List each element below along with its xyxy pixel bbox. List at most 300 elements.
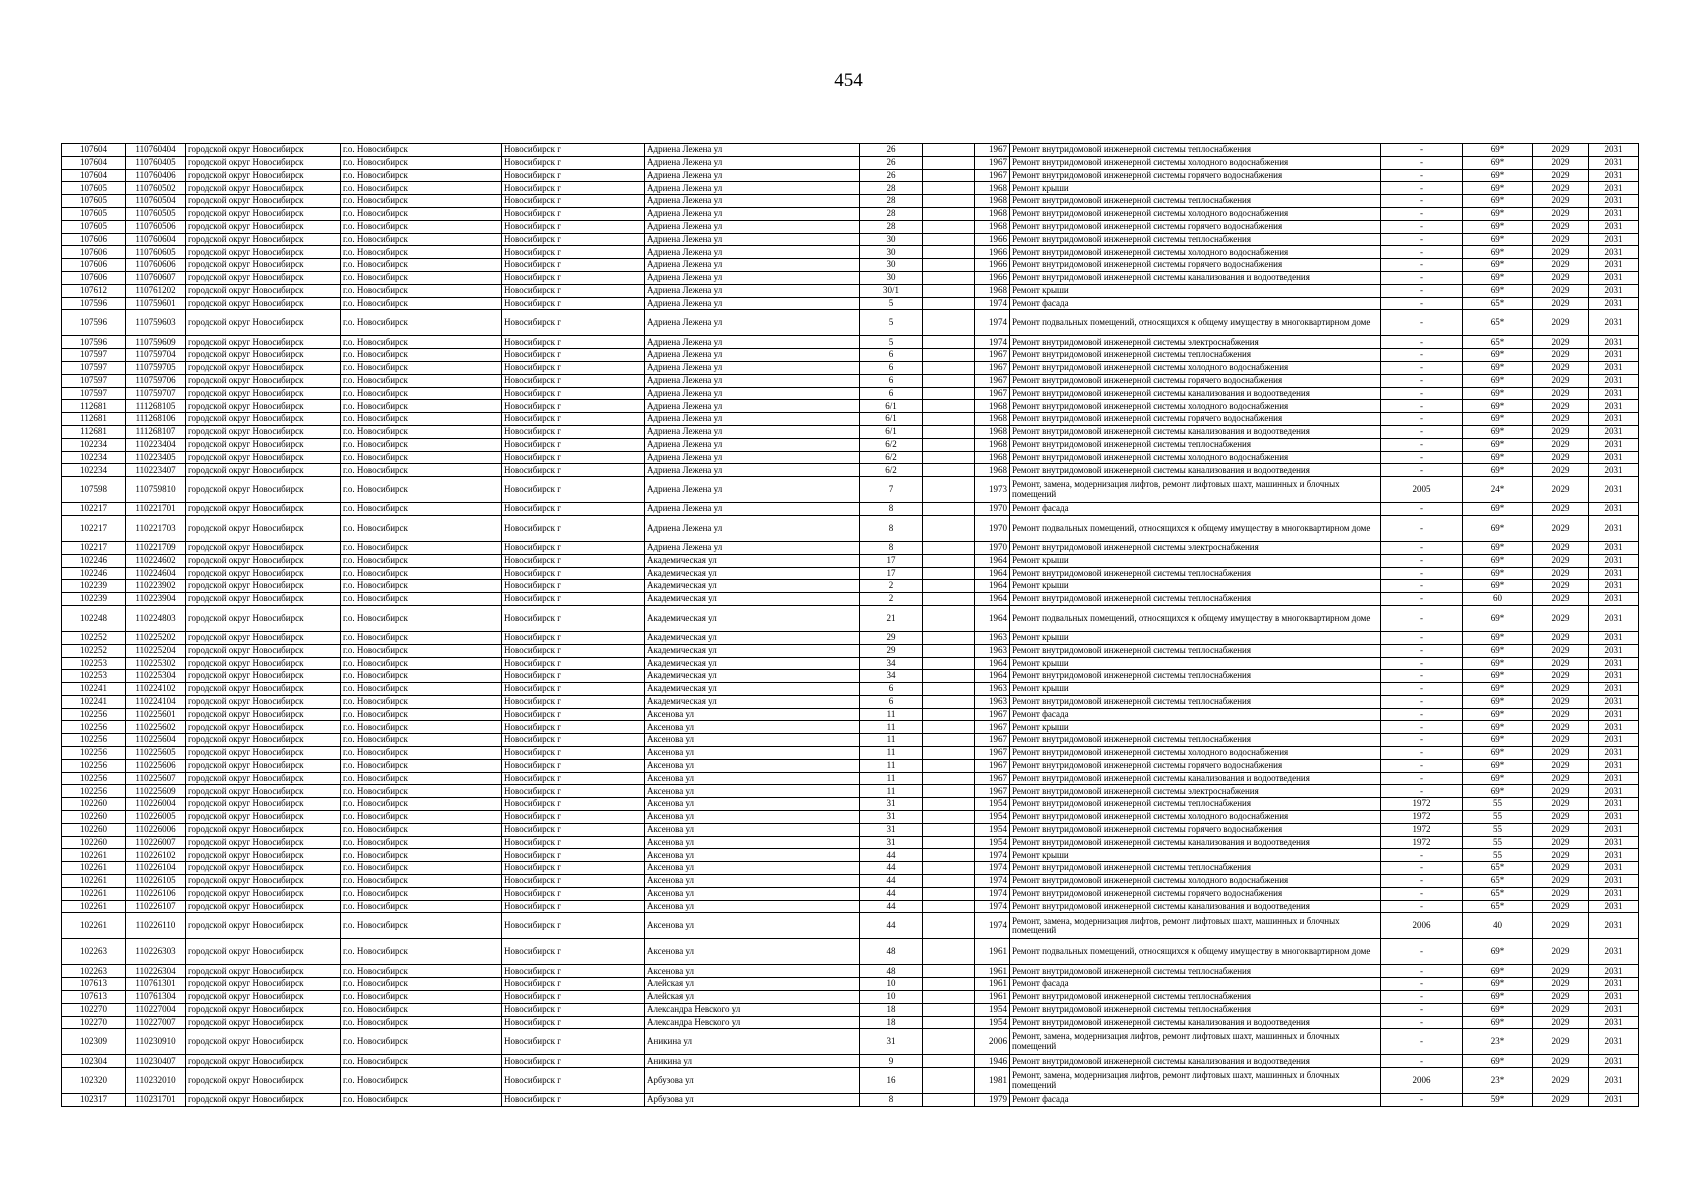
settlement-cell: Новосибирск г [502,246,645,259]
house-id-cell: 102270 [62,1016,126,1029]
wear-percent-cell: 55 [1463,811,1533,824]
street-cell: Аксенова ул [645,734,860,747]
street-cell: Аксенова ул [645,785,860,798]
record-id-cell: 110225601 [126,708,186,721]
urban-district-cell: г.о. Новосибирск [341,567,502,580]
municipality-cell: городской округ Новосибирск [186,438,341,451]
building-cell [923,169,975,182]
municipality-cell: городской округ Новосибирск [186,695,341,708]
urban-district-cell: г.о. Новосибирск [341,900,502,913]
plan-end-cell: 2031 [1589,400,1639,413]
last-repair-year-cell: - [1381,220,1463,233]
record-id-cell: 110223407 [126,464,186,477]
last-repair-year-cell: - [1381,785,1463,798]
record-id-cell: 110760506 [126,220,186,233]
house-id-cell: 102239 [62,593,126,606]
build-year-cell: 1964 [975,593,1010,606]
urban-district-cell: г.о. Новосибирск [341,503,502,516]
build-year-cell: 1968 [975,207,1010,220]
municipality-cell: городской округ Новосибирск [186,336,341,349]
plan-end-cell: 2031 [1589,438,1639,451]
house-id-cell: 112681 [62,400,126,413]
work-type-cell: Ремонт внутридомовой инженерной системы холодного водоснабжения [1010,246,1381,259]
street-cell: Аксенова ул [645,721,860,734]
plan-end-cell: 2031 [1589,1094,1639,1107]
build-year-cell: 1967 [975,747,1010,760]
building-cell [923,1094,975,1107]
last-repair-year-cell: - [1381,349,1463,362]
last-repair-year-cell: - [1381,207,1463,220]
plan-end-cell: 2031 [1589,349,1639,362]
last-repair-year-cell: - [1381,580,1463,593]
municipality-cell: городской округ Новосибирск [186,823,341,836]
plan-start-cell: 2029 [1533,156,1589,169]
plan-start-cell: 2029 [1533,515,1589,541]
house-id-cell: 102252 [62,644,126,657]
table-row [62,965,1639,978]
house-id-cell: 102248 [62,605,126,631]
wear-percent-cell: 65* [1463,862,1533,875]
plan-start-cell: 2029 [1533,310,1589,336]
house-number-cell: 48 [860,965,923,978]
plan-start-cell: 2029 [1533,657,1589,670]
plan-end-cell: 2031 [1589,246,1639,259]
wear-percent-cell: 69* [1463,991,1533,1004]
house-id-cell: 107613 [62,991,126,1004]
street-cell: Аксенова ул [645,708,860,721]
settlement-cell: Новосибирск г [502,220,645,233]
plan-start-cell: 2029 [1533,1094,1589,1107]
plan-start-cell: 2029 [1533,182,1589,195]
building-cell [923,156,975,169]
street-cell: Аксенова ул [645,887,860,900]
plan-end-cell: 2031 [1589,1029,1639,1055]
work-type-cell: Ремонт фасада [1010,1094,1381,1107]
plan-start-cell: 2029 [1533,965,1589,978]
house-number-cell: 6/1 [860,425,923,438]
last-repair-year-cell: - [1381,567,1463,580]
build-year-cell: 1968 [975,284,1010,297]
plan-end-cell: 2031 [1589,644,1639,657]
table-row [62,400,1639,413]
plan-start-cell: 2029 [1533,1003,1589,1016]
house-number-cell: 26 [860,144,923,157]
plan-start-cell: 2029 [1533,887,1589,900]
settlement-cell: Новосибирск г [502,284,645,297]
building-cell [923,310,975,336]
plan-start-cell: 2029 [1533,785,1589,798]
record-id-cell: 110760607 [126,271,186,284]
street-cell: Аксенова ул [645,939,860,965]
street-cell: Адриена Лежена ул [645,438,860,451]
record-id-cell: 110223902 [126,580,186,593]
build-year-cell: 1954 [975,811,1010,824]
build-year-cell: 1964 [975,605,1010,631]
build-year-cell: 1954 [975,836,1010,849]
wear-percent-cell: 69* [1463,220,1533,233]
table-row [62,836,1639,849]
settlement-cell: Новосибирск г [502,169,645,182]
building-cell [923,747,975,760]
urban-district-cell: г.о. Новосибирск [341,978,502,991]
plan-end-cell: 2031 [1589,823,1639,836]
table-row [62,156,1639,169]
work-type-cell: Ремонт внутридомовой инженерной системы горячего водоснабжения [1010,759,1381,772]
wear-percent-cell: 69* [1463,657,1533,670]
house-number-cell: 44 [860,900,923,913]
wear-percent-cell: 69* [1463,580,1533,593]
building-cell [923,875,975,888]
municipality-cell: городской округ Новосибирск [186,554,341,567]
build-year-cell: 1974 [975,900,1010,913]
municipality-cell: городской округ Новосибирск [186,811,341,824]
table-row [62,1068,1639,1094]
urban-district-cell: г.о. Новосибирск [341,708,502,721]
house-number-cell: 11 [860,708,923,721]
work-type-cell: Ремонт подвальных помещений, относящихся к общему имуществу в многоквартирном доме [1010,310,1381,336]
last-repair-year-cell: 1972 [1381,811,1463,824]
house-number-cell: 17 [860,554,923,567]
work-type-cell: Ремонт внутридомовой инженерной системы канализования и водоотведения [1010,1055,1381,1068]
street-cell: Адриена Лежена ул [645,169,860,182]
municipality-cell: городской округ Новосибирск [186,310,341,336]
table-row [62,425,1639,438]
settlement-cell: Новосибирск г [502,721,645,734]
plan-start-cell: 2029 [1533,631,1589,644]
work-type-cell: Ремонт внутридомовой инженерной системы горячего водоснабжения [1010,413,1381,426]
last-repair-year-cell: - [1381,593,1463,606]
house-number-cell: 26 [860,156,923,169]
build-year-cell: 1968 [975,464,1010,477]
house-id-cell: 102256 [62,708,126,721]
record-id-cell: 110226106 [126,887,186,900]
street-cell: Адриена Лежена ул [645,425,860,438]
work-type-cell: Ремонт внутридомовой инженерной системы теплоснабжения [1010,670,1381,683]
municipality-cell: городской округ Новосибирск [186,374,341,387]
house-id-cell: 107605 [62,220,126,233]
plan-start-cell: 2029 [1533,708,1589,721]
plan-start-cell: 2029 [1533,759,1589,772]
record-id-cell: 110759707 [126,387,186,400]
building-cell [923,1016,975,1029]
wear-percent-cell: 69* [1463,207,1533,220]
record-id-cell: 110227004 [126,1003,186,1016]
house-number-cell: 2 [860,580,923,593]
building-cell [923,349,975,362]
table-row [62,297,1639,310]
plan-end-cell: 2031 [1589,965,1639,978]
municipality-cell: городской округ Новосибирск [186,284,341,297]
plan-end-cell: 2031 [1589,670,1639,683]
urban-district-cell: г.о. Новосибирск [341,991,502,1004]
plan-end-cell: 2031 [1589,1016,1639,1029]
record-id-cell: 110760504 [126,195,186,208]
house-number-cell: 11 [860,772,923,785]
house-id-cell: 107606 [62,246,126,259]
build-year-cell: 1961 [975,965,1010,978]
municipality-cell: городской округ Новосибирск [186,233,341,246]
municipality-cell: городской округ Новосибирск [186,862,341,875]
house-number-cell: 11 [860,759,923,772]
wear-percent-cell: 65* [1463,310,1533,336]
plan-end-cell: 2031 [1589,361,1639,374]
urban-district-cell: г.о. Новосибирск [341,374,502,387]
house-number-cell: 11 [860,785,923,798]
table-row [62,657,1639,670]
table-row [62,631,1639,644]
work-type-cell: Ремонт внутридомовой инженерной системы теплоснабжения [1010,1003,1381,1016]
municipality-cell: городской округ Новосибирск [186,939,341,965]
last-repair-year-cell: - [1381,284,1463,297]
table-row [62,144,1639,157]
house-number-cell: 17 [860,567,923,580]
last-repair-year-cell: 1972 [1381,823,1463,836]
plan-end-cell: 2031 [1589,695,1639,708]
building-cell [923,900,975,913]
plan-start-cell: 2029 [1533,798,1589,811]
wear-percent-cell: 69* [1463,683,1533,696]
record-id-cell: 110224803 [126,605,186,631]
urban-district-cell: г.о. Новосибирск [341,349,502,362]
house-number-cell: 6 [860,695,923,708]
building-cell [923,182,975,195]
house-id-cell: 107612 [62,284,126,297]
table-row [62,1029,1639,1055]
street-cell: Адриена Лежена ул [645,246,860,259]
table-row [62,554,1639,567]
last-repair-year-cell: 1972 [1381,798,1463,811]
build-year-cell: 1964 [975,580,1010,593]
plan-start-cell: 2029 [1533,541,1589,554]
table-row [62,477,1639,503]
wear-percent-cell: 69* [1463,425,1533,438]
record-id-cell: 110759706 [126,374,186,387]
house-number-cell: 8 [860,515,923,541]
municipality-cell: городской округ Новосибирск [186,195,341,208]
wear-percent-cell: 69* [1463,246,1533,259]
plan-start-cell: 2029 [1533,695,1589,708]
street-cell: Академическая ул [645,683,860,696]
work-type-cell: Ремонт фасада [1010,978,1381,991]
table-row [62,875,1639,888]
plan-start-cell: 2029 [1533,169,1589,182]
plan-end-cell: 2031 [1589,477,1639,503]
settlement-cell: Новосибирск г [502,772,645,785]
record-id-cell: 110759704 [126,349,186,362]
house-number-cell: 16 [860,1068,923,1094]
work-type-cell: Ремонт внутридомовой инженерной системы электроснабжения [1010,541,1381,554]
plan-start-cell: 2029 [1533,374,1589,387]
wear-percent-cell: 69* [1463,156,1533,169]
street-cell: Академическая ул [645,580,860,593]
urban-district-cell: г.о. Новосибирск [341,144,502,157]
table-row [62,541,1639,554]
municipality-cell: городской округ Новосибирск [186,708,341,721]
street-cell: Адриена Лежена ул [645,413,860,426]
building-cell [923,759,975,772]
wear-percent-cell: 69* [1463,169,1533,182]
last-repair-year-cell: - [1381,259,1463,272]
building-cell [923,336,975,349]
record-id-cell: 110226105 [126,875,186,888]
house-id-cell: 102256 [62,721,126,734]
table-row [62,182,1639,195]
work-type-cell: Ремонт внутридомовой инженерной системы теплоснабжения [1010,438,1381,451]
build-year-cell: 1967 [975,734,1010,747]
work-type-cell: Ремонт внутридомовой инженерной системы холодного водоснабжения [1010,811,1381,824]
building-cell [923,195,975,208]
build-year-cell: 1981 [975,1068,1010,1094]
plan-end-cell: 2031 [1589,721,1639,734]
building-cell [923,567,975,580]
house-id-cell: 107597 [62,374,126,387]
street-cell: Адриена Лежена ул [645,284,860,297]
wear-percent-cell: 69* [1463,464,1533,477]
street-cell: Аксенова ул [645,747,860,760]
work-type-cell: Ремонт внутридомовой инженерной системы канализования и водоотведения [1010,772,1381,785]
street-cell: Адриена Лежена ул [645,503,860,516]
urban-district-cell: г.о. Новосибирск [341,1068,502,1094]
street-cell: Александра Невского ул [645,1003,860,1016]
plan-start-cell: 2029 [1533,836,1589,849]
municipality-cell: городской округ Новосибирск [186,965,341,978]
plan-end-cell: 2031 [1589,220,1639,233]
work-type-cell: Ремонт, замена, модернизация лифтов, ремонт лифтовых шахт, машинных и блочных помещений [1010,1068,1381,1094]
last-repair-year-cell: - [1381,734,1463,747]
settlement-cell: Новосибирск г [502,361,645,374]
municipality-cell: городской округ Новосибирск [186,425,341,438]
record-id-cell: 110760604 [126,233,186,246]
plan-end-cell: 2031 [1589,580,1639,593]
settlement-cell: Новосибирск г [502,310,645,336]
urban-district-cell: г.о. Новосибирск [341,734,502,747]
wear-percent-cell: 69* [1463,503,1533,516]
last-repair-year-cell: - [1381,1055,1463,1068]
build-year-cell: 1974 [975,297,1010,310]
record-id-cell: 110225202 [126,631,186,644]
settlement-cell: Новосибирск г [502,708,645,721]
house-id-cell: 107597 [62,387,126,400]
last-repair-year-cell: - [1381,464,1463,477]
plan-end-cell: 2031 [1589,374,1639,387]
table-row [62,991,1639,1004]
record-id-cell: 110226304 [126,965,186,978]
record-id-cell: 110761202 [126,284,186,297]
plan-start-cell: 2029 [1533,939,1589,965]
table-row [62,823,1639,836]
building-cell [923,644,975,657]
wear-percent-cell: 69* [1463,541,1533,554]
building-cell [923,464,975,477]
wear-percent-cell: 69* [1463,567,1533,580]
table-row [62,849,1639,862]
work-type-cell: Ремонт внутридомовой инженерной системы канализования и водоотведения [1010,900,1381,913]
build-year-cell: 1968 [975,451,1010,464]
plan-end-cell: 2031 [1589,747,1639,760]
house-number-cell: 31 [860,836,923,849]
last-repair-year-cell: - [1381,708,1463,721]
house-id-cell: 102217 [62,503,126,516]
municipality-cell: городской округ Новосибирск [186,772,341,785]
house-number-cell: 11 [860,747,923,760]
plan-end-cell: 2031 [1589,336,1639,349]
plan-end-cell: 2031 [1589,169,1639,182]
last-repair-year-cell: - [1381,759,1463,772]
settlement-cell: Новосибирск г [502,259,645,272]
record-id-cell: 110759603 [126,310,186,336]
plan-end-cell: 2031 [1589,593,1639,606]
build-year-cell: 1967 [975,349,1010,362]
plan-start-cell: 2029 [1533,1068,1589,1094]
house-id-cell: 102217 [62,515,126,541]
house-id-cell: 102309 [62,1029,126,1055]
building-cell [923,233,975,246]
urban-district-cell: г.о. Новосибирск [341,387,502,400]
build-year-cell: 1967 [975,772,1010,785]
street-cell: Аксенова ул [645,823,860,836]
plan-start-cell: 2029 [1533,580,1589,593]
settlement-cell: Новосибирск г [502,503,645,516]
work-type-cell: Ремонт внутридомовой инженерной системы канализования и водоотведения [1010,425,1381,438]
wear-percent-cell: 69* [1463,1016,1533,1029]
table-row [62,913,1639,939]
urban-district-cell: г.о. Новосибирск [341,284,502,297]
house-number-cell: 48 [860,939,923,965]
settlement-cell: Новосибирск г [502,451,645,464]
municipality-cell: городской округ Новосибирск [186,144,341,157]
building-cell [923,438,975,451]
building-cell [923,836,975,849]
plan-start-cell: 2029 [1533,644,1589,657]
house-id-cell: 107606 [62,271,126,284]
wear-percent-cell: 69* [1463,182,1533,195]
house-id-cell: 107596 [62,297,126,310]
work-type-cell: Ремонт внутридомовой инженерной системы горячего водоснабжения [1010,259,1381,272]
last-repair-year-cell: - [1381,246,1463,259]
plan-end-cell: 2031 [1589,811,1639,824]
plan-end-cell: 2031 [1589,631,1639,644]
settlement-cell: Новосибирск г [502,413,645,426]
last-repair-year-cell: - [1381,451,1463,464]
record-id-cell: 110226104 [126,862,186,875]
house-number-cell: 11 [860,734,923,747]
street-cell: Аксенова ул [645,798,860,811]
work-type-cell: Ремонт внутридомовой инженерной системы канализования и водоотведения [1010,271,1381,284]
wear-percent-cell: 69* [1463,413,1533,426]
build-year-cell: 1966 [975,246,1010,259]
plan-start-cell: 2029 [1533,734,1589,747]
street-cell: Адриена Лежена ул [645,297,860,310]
registry-body [62,144,1639,1107]
municipality-cell: городской округ Новосибирск [186,683,341,696]
record-id-cell: 110760404 [126,144,186,157]
plan-start-cell: 2029 [1533,823,1589,836]
street-cell: Адриена Лежена ул [645,541,860,554]
urban-district-cell: г.о. Новосибирск [341,721,502,734]
house-number-cell: 5 [860,336,923,349]
record-id-cell: 110225606 [126,759,186,772]
building-cell [923,374,975,387]
house-id-cell: 102261 [62,900,126,913]
street-cell: Академическая ул [645,670,860,683]
plan-start-cell: 2029 [1533,387,1589,400]
plan-start-cell: 2029 [1533,349,1589,362]
record-id-cell: 110759601 [126,297,186,310]
table-row [62,413,1639,426]
build-year-cell: 1963 [975,683,1010,696]
plan-end-cell: 2031 [1589,259,1639,272]
wear-percent-cell: 69* [1463,451,1533,464]
